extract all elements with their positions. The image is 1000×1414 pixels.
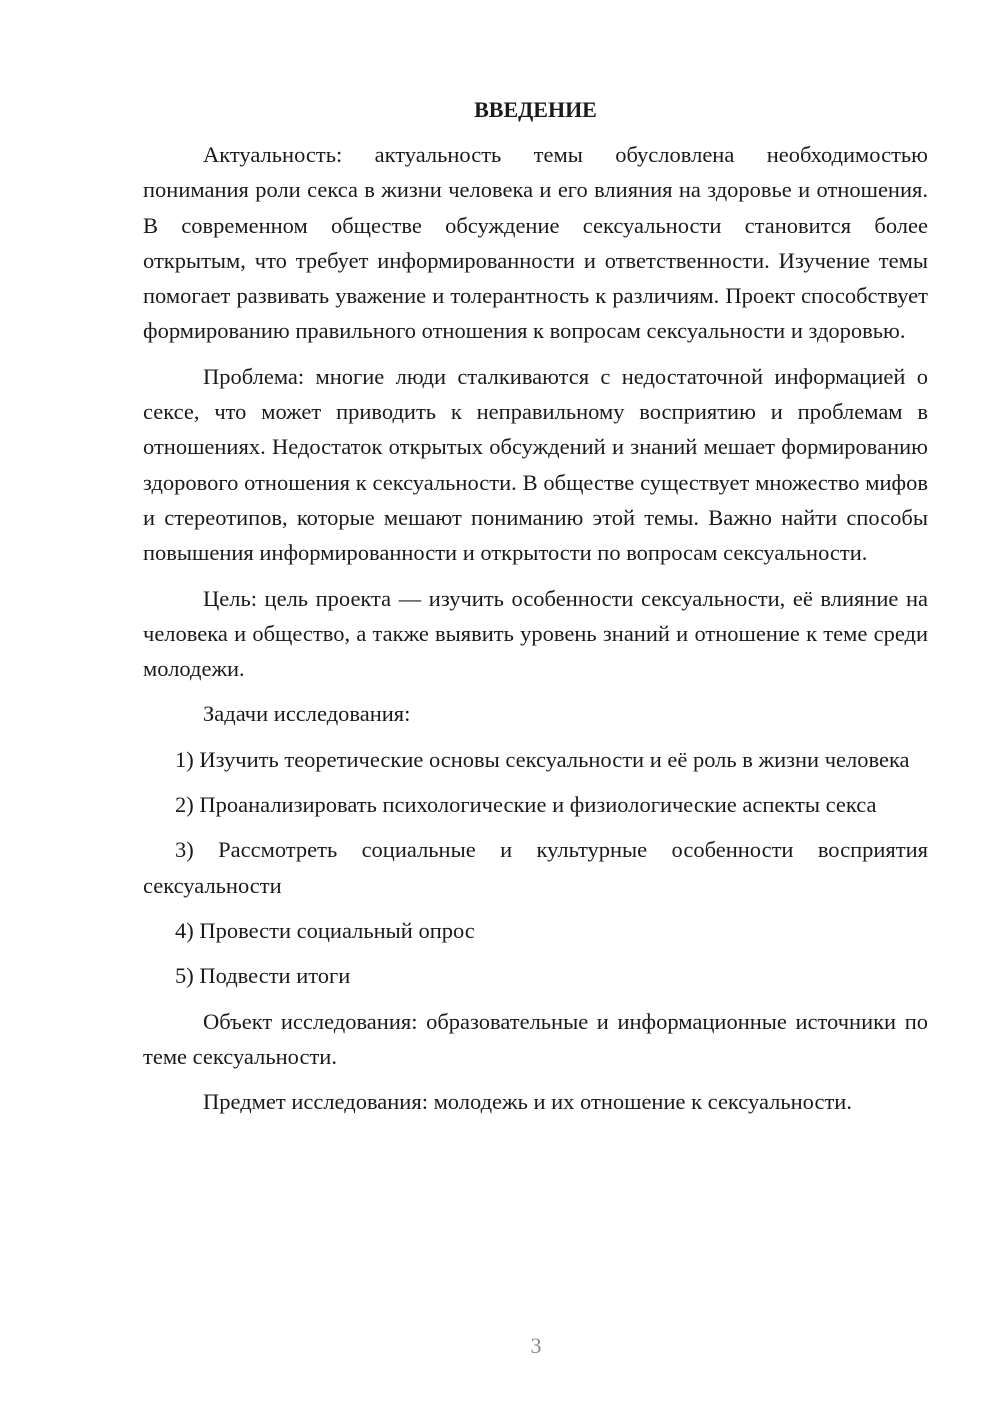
task-item: 2) Проанализировать психологические и физиологические аспекты секса	[175, 792, 877, 818]
task-item: 3) Рассмотреть социальные и культурные особенности восприятия сексуальности	[143, 837, 928, 898]
relevance-paragraph: Актуальность: актуальность темы обусловлена необходимостью понимания роли секса в жизни человека и его влияния на здоровье и отношения. В современном обществе обсуждение сексуальности становится более открытым, что требует информированности и ответственности. Изучение темы помогает развивать уважение и толерантность к различиям. Проект способствует формированию правильного отношения к вопросам сексуальности и здоровью.	[143, 142, 928, 344]
document-page	[143, 94, 928, 1129]
goal-paragraph: Цель: цель проекта — изучить особенности сексуальности, её влияние на человека и общество, а также выявить уровень знаний и отношение к теме среди молодежи.	[143, 585, 928, 682]
subject-paragraph: Предмет исследования: молодежь и их отношение к сексуальности.	[203, 1089, 852, 1115]
object-paragraph: Объект исследования: образовательные и информационные источники по теме сексуальности.	[143, 1008, 928, 1069]
tasks-heading: Задачи исследования:	[203, 701, 411, 727]
problem-paragraph: Проблема: многие люди сталкиваются с недостаточной информацией о сексе, что может приводить к неправильному восприятию и проблемам в отношениях. Недостаток открытых обсуждений и знаний мешает формированию здорового отношения к сексуальности. В обществе существует множество мифов и стереотипов, которые мешают пониманию этой темы. Важно найти способы повышения информированности и открытости по вопросам сексуальности.	[143, 363, 928, 566]
page-title: ВВЕДЕНИЕ	[474, 97, 597, 122]
page-number: 3	[530, 1333, 542, 1358]
task-item: 4) Провести социальный опрос	[175, 917, 475, 943]
task-item: 1) Изучить теоретические основы сексуальности и её роль в жизни человека	[175, 746, 910, 772]
task-item: 5) Подвести итоги	[175, 963, 351, 989]
tasks-list	[143, 742, 928, 994]
